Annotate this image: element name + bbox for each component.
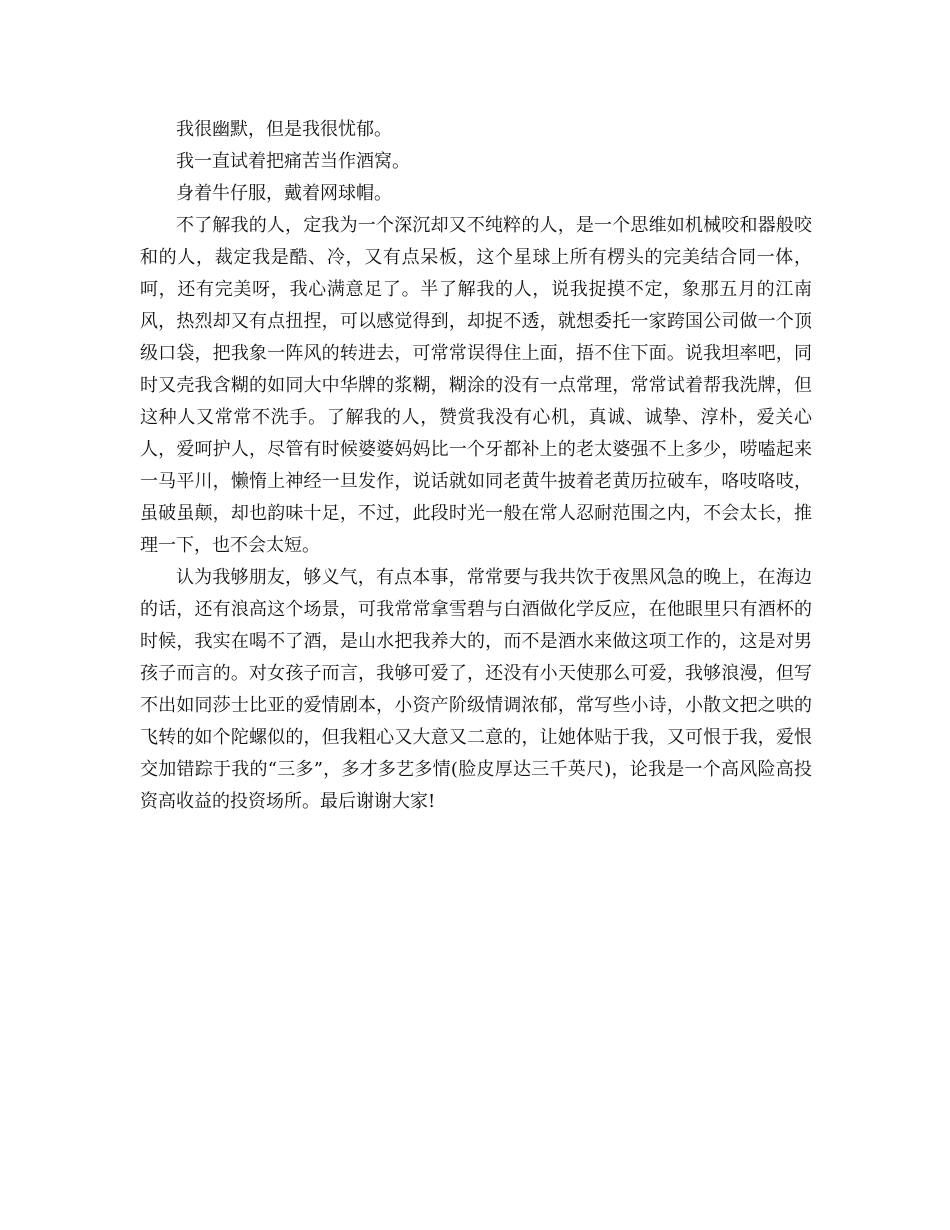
paragraph-2: 我一直试着把痛苦当作酒窝。 [176,151,410,172]
paragraph-3: 身着牛仔服，戴着网球帽。 [176,183,392,204]
paragraph-5: 认为我够朋友，够义气，有点本事，常常要与我共饮于夜黑风急的晚上，在海边的话，还有浪高这个场景，可我常常拿雪碧与白酒做化学反应，在他眼里只有酒杯的时候，我实在喝不了酒，是山水把我养大的，而不是酒水来做这项工作的，这是对男孩子而言的。对女孩子而言，我够可爱了，还没有小天使那么可爱，我够浪漫，但写不出如同莎士比亚的爱情剧本，小资产阶级情调浓郁，常写些小诗，小散文把之哄的飞转的如个陀螺似的，但我粗心又大意又二意的，让她体贴于我，又可恨于我，爱恨交加错踪于我的“三多”，多才多艺多情(脸皮厚达三千英尺)，论我是一个高风险高投资高收益的投资场所。最后谢谢大家! [140,567,812,812]
document-body [140,114,812,818]
paragraph-1: 我很幽默，但是我很忧郁。 [176,119,392,140]
paragraph-4: 不了解我的人，定我为一个深沉却又不纯粹的人，是一个思维如机械咬和器般咬和的人，裁定我是酷、冷，又有点呆板，这个星球上所有楞头的完美结合同一体，呵，还有完美呀，我心满意足了。半了解我的人，说我捉摸不定，象那五月的江南风，热烈却又有点扭捏，可以感觉得到，却捉不透，就想委托一家跨国公司做一个顶级口袋，把我象一阵风的转进去，可常常误得住上面，捂不住下面。说我坦率吧，同时又壳我含糊的如同大中华牌的浆糊，糊涂的没有一点常理，常常试着帮我洗牌，但这种人又常常不洗手。了解我的人，赞赏我没有心机，真诚、诚挚、淳朴，爱关心人，爱呵护人，尽管有时候婆婆妈妈比一个牙都补上的老太婆强不上多少，唠嗑起来一马平川，懒惰上神经一旦发作，说话就如同老黄牛披着老黄历拉破车，咯吱咯吱，虽破虽颠，却也韵味十足，不过，此段时光一般在常人忍耐范围之内，不会太长，推理一下，也不会太短。 [140,215,812,556]
